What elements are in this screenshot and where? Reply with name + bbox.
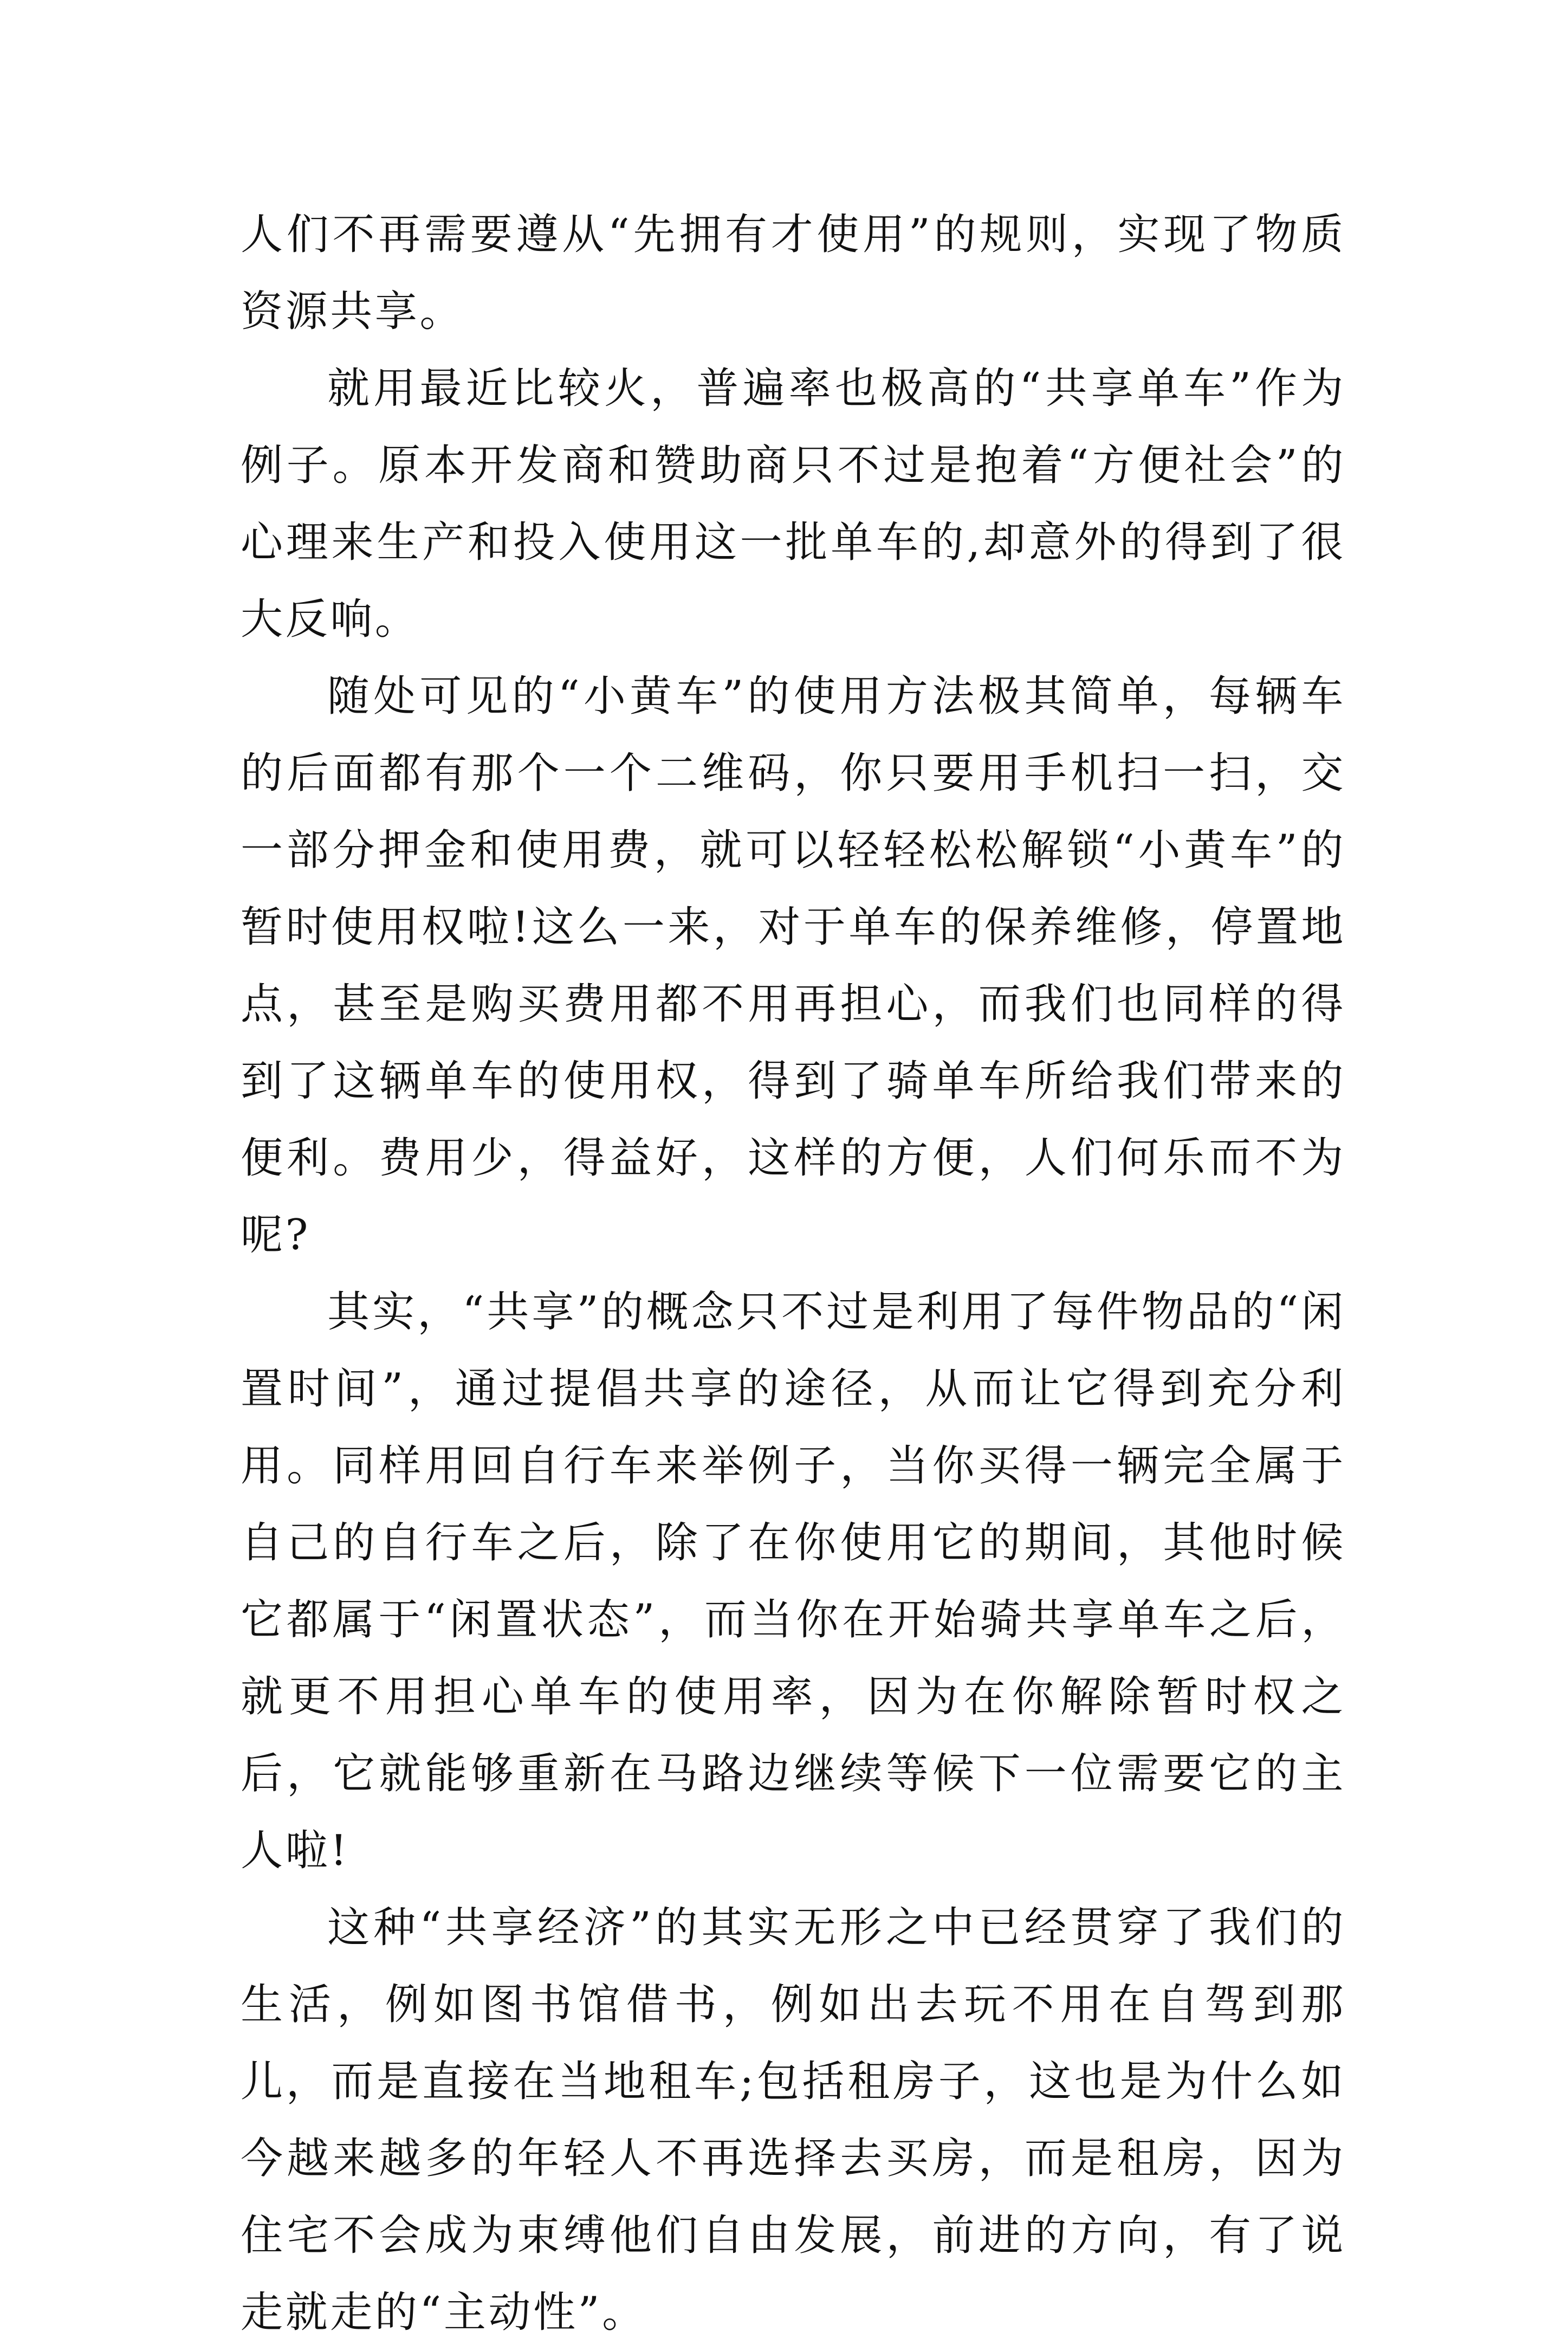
paragraph-4: 其实，“共享”的概念只不过是利用了每件物品的“闲置时间”，通过提倡共享的途径，从而让它得到充分利用。同样用回自行车来举例子，当你买得一辆完全属于自己的自行车之后，除了在你使用它的期间，其他时候它都属于“闲置状态”，而当你在开始骑共享单车之后，就更不用担心单车的使用率，因为在你解除暂时权之后，它就能够重新在马路边继续等候下一位需要它的主人啦! — [241, 1288, 1346, 1875]
paragraph-1: 人们不再需要遵从“先拥有才使用”的规则，实现了物质资源共享。 — [241, 210, 1346, 336]
paragraph-3: 随处可见的“小黄车”的使用方法极其简单，每辆车的后面都有那个一个二维码，你只要用手机扫一扫，交一部分押金和使用费，就可以轻轻松松解锁“小黄车”的暂时使用权啦!这么一来，对于单车的保养维修，停置地点，甚至是购买费用都不用再担心，而我们也同样的得到了这辆单车的使用权，得到了骑单车所给我们带来的便利。费用少，得益好，这样的方便，人们何乐而不为呢? — [241, 672, 1346, 1260]
paragraph-5: 这种“共享经济”的其实无形之中已经贯穿了我们的生活，例如图书馆借书，例如出去玩不用在自驾到那儿，而是直接在当地租车;包括租房子，这也是为什么如今越来越多的年轻人不再选择去买房，而是租房，因为住宅不会成为束缚他们自由发展，前进的方向，有了说走就走的“主动性”。 — [241, 1903, 1346, 2337]
paragraph-2: 就用最近比较火，普遍率也极高的“共享单车”作为例子。原本开发商和赞助商只不过是抱着“方便社会”的心理来生产和投入使用这一批单车的,却意外的得到了很大反响。 — [241, 364, 1346, 644]
document-body — [241, 196, 1346, 2351]
